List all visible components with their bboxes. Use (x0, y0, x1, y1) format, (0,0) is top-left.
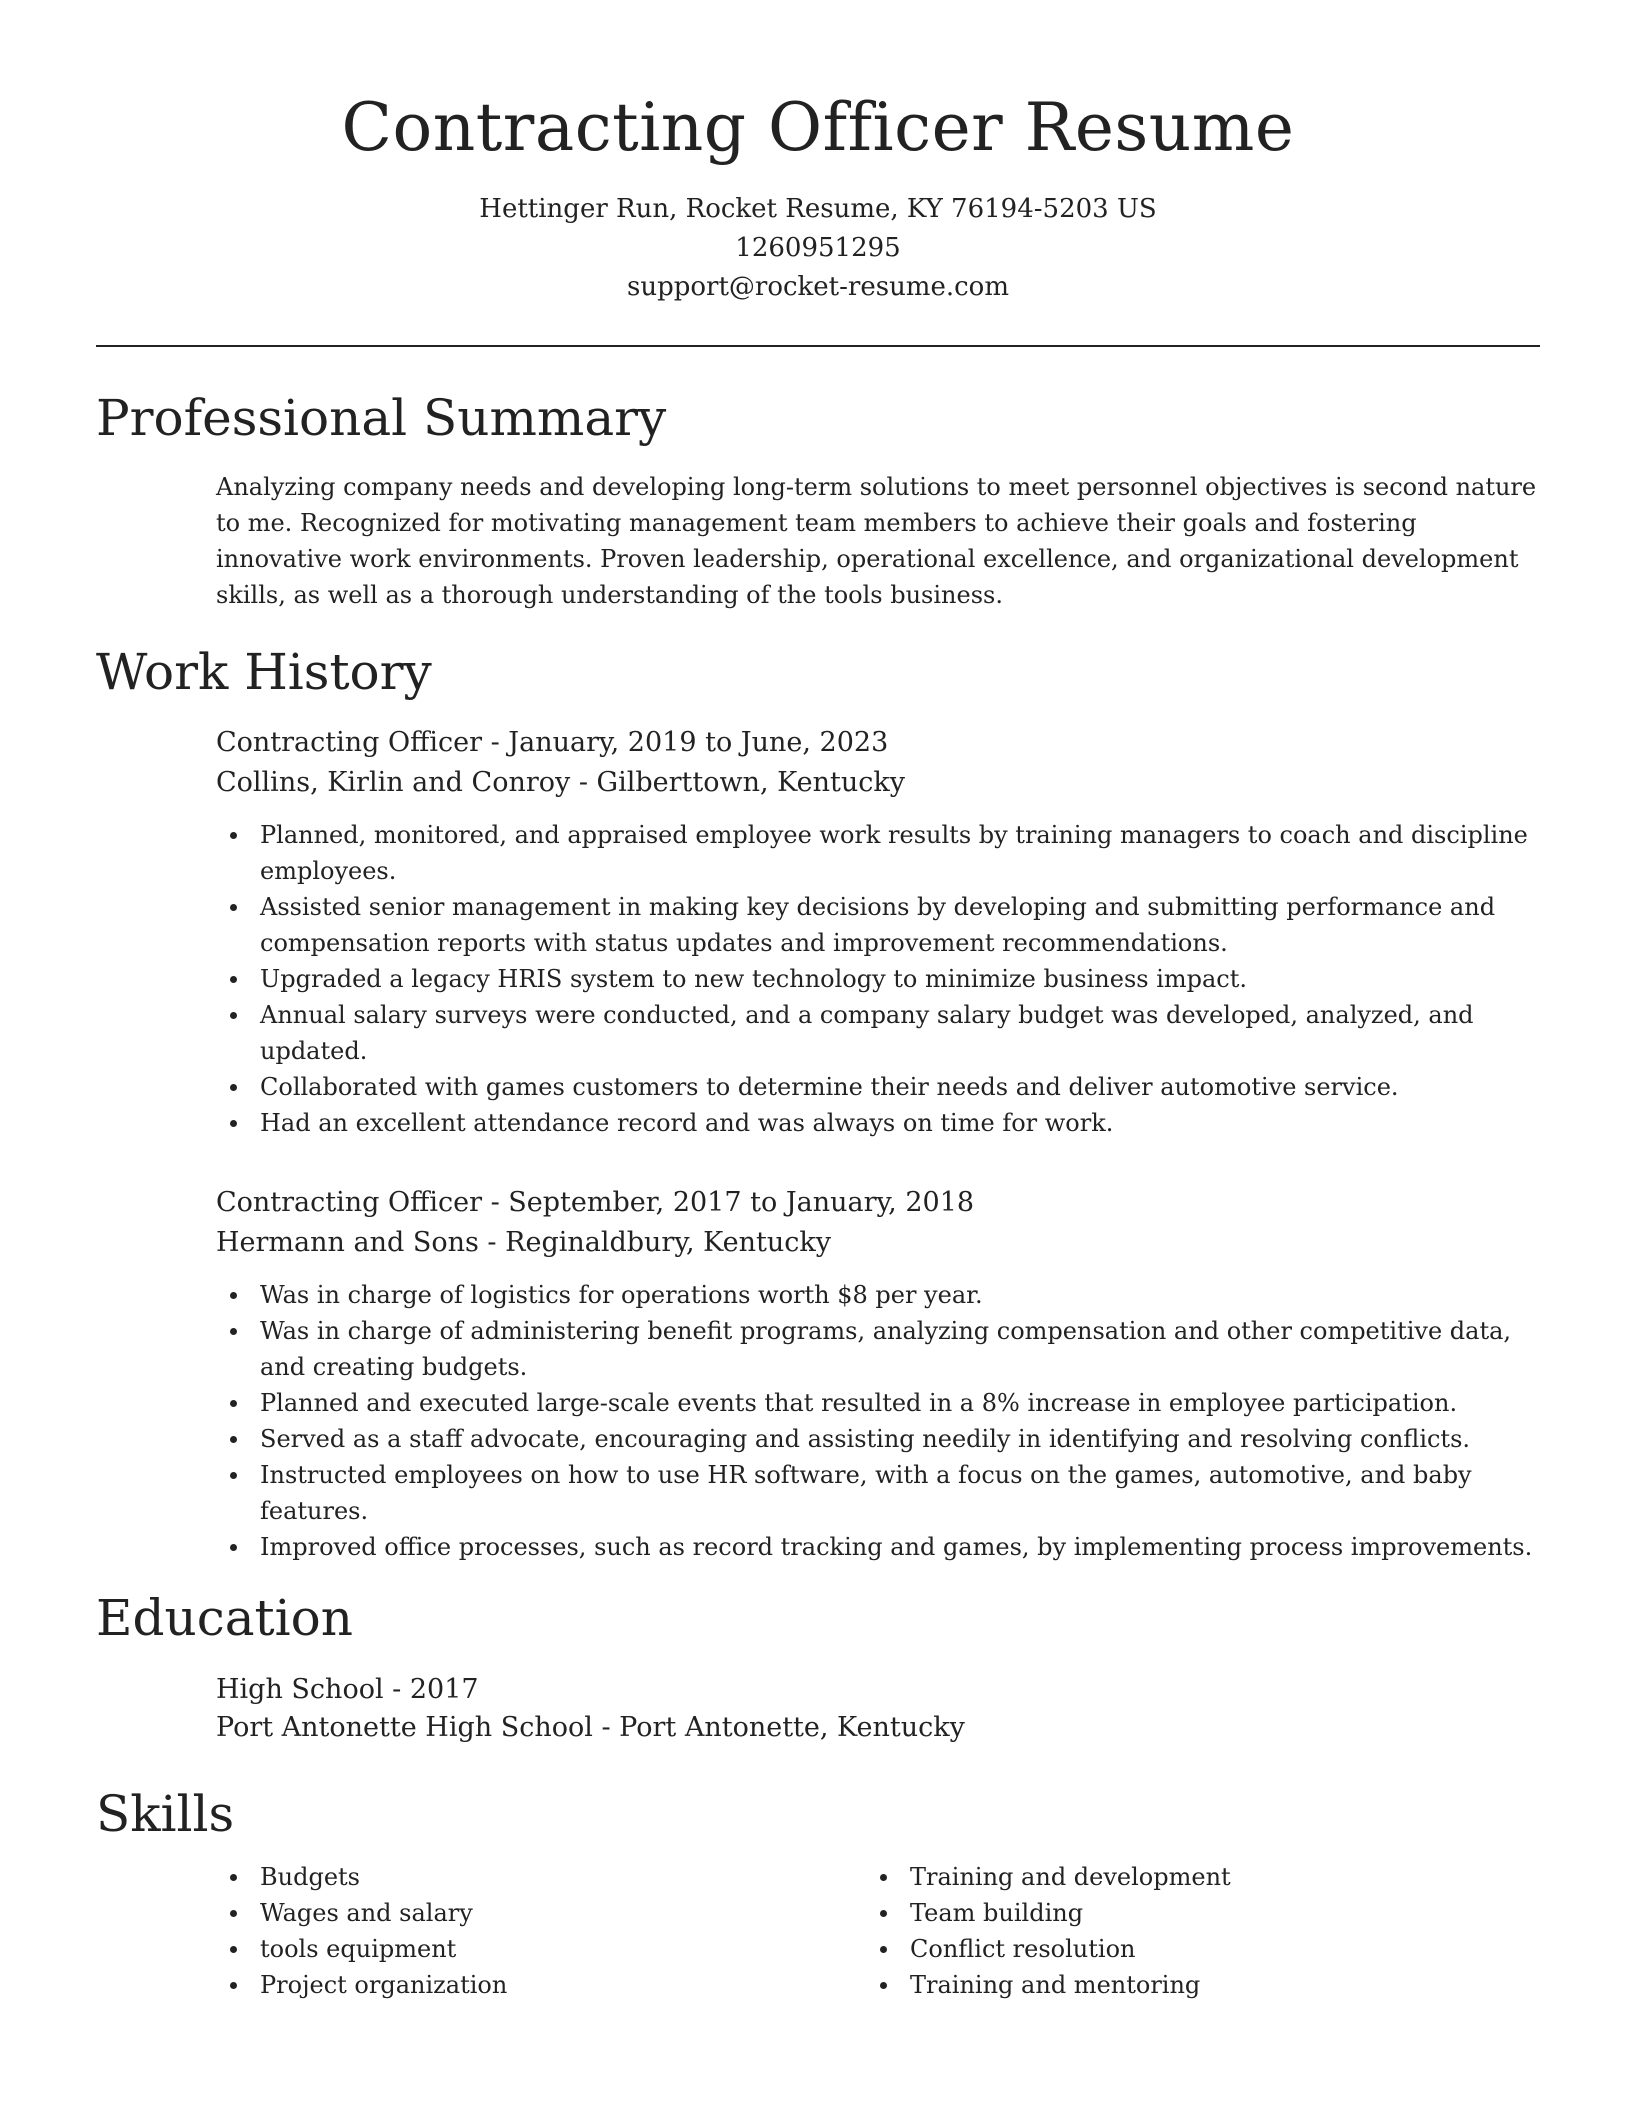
summary-heading: Professional Summary (96, 389, 667, 447)
contact-email: support@rocket-resume.com (626, 272, 1009, 302)
bullet-icon (880, 1910, 887, 1917)
list-item: Planned and executed large-scale events that resulted in a 8% increase in employee participation. (216, 1385, 1540, 1421)
list-item: Improved office processes, such as record tracking and games, by implementing process improvements. (216, 1529, 1540, 1565)
list-item: Served as a staff advocate, encouraging and assisting needily in identifying and resolving conflicts. (216, 1421, 1540, 1457)
bullet-icon (230, 1436, 237, 1443)
skills-list (216, 1859, 1540, 2003)
list-item: Upgraded a legacy HRIS system to new technology to minimize business impact. (216, 961, 1540, 997)
bullet-icon (230, 1012, 237, 1019)
list-item: Project organization (216, 1967, 866, 2003)
list-item: Training and development (866, 1859, 1516, 1895)
list-item: tools equipment (216, 1931, 866, 1967)
list-item: Budgets (216, 1859, 866, 1895)
bullet-icon (230, 904, 237, 911)
bullet-icon (230, 1544, 237, 1551)
job-title-line (216, 723, 1540, 763)
bullet-icon (230, 832, 237, 839)
bullet-icon (880, 1874, 887, 1881)
education-degree: High School (216, 1674, 384, 1705)
job-entry (216, 1183, 1540, 1565)
list-item: Assisted senior management in making key decisions by developing and submitting performance and compensation reports with status updates and improvement recommendations. (216, 889, 1540, 961)
bullet-icon (230, 1292, 237, 1299)
resume-title: Contracting Officer Resume (341, 89, 1295, 166)
list-item: Annual salary surveys were conducted, and a company salary budget was developed, analyzed, and updated. (216, 997, 1540, 1069)
education-heading: Education (96, 1589, 353, 1647)
job-dates: - January, 2019 to June, 2023 (481, 727, 889, 758)
job-company-line (216, 763, 1540, 803)
education-school: Port Antonette High School (216, 1712, 593, 1743)
work-history-heading: Work History (96, 643, 432, 701)
skills-heading: Skills (96, 1785, 235, 1843)
job-location: - Gilberttown, Kentucky (570, 767, 905, 798)
bullet-icon (230, 1084, 237, 1091)
job-entry (216, 723, 1540, 1141)
job-company: Hermann and Sons (216, 1227, 479, 1258)
bullet-icon (230, 976, 237, 983)
bullet-icon (230, 1472, 237, 1479)
job-title: Contracting Officer (216, 727, 482, 758)
contact-address: Hettinger Run, Rocket Resume, KY 76194-5203 US (479, 194, 1157, 224)
contact-block (96, 190, 1540, 307)
bullet-icon (880, 1946, 887, 1953)
list-item: Collaborated with games customers to determine their needs and deliver automotive service. (216, 1069, 1540, 1105)
job-dates: - September, 2017 to January, 2018 (481, 1187, 975, 1218)
list-item: Was in charge of logistics for operations worth $8 per year. (216, 1277, 1540, 1313)
job-title: Contracting Officer (216, 1187, 482, 1218)
bullet-icon (230, 1946, 237, 1953)
education-year: - 2017 (383, 1674, 479, 1705)
header-divider (96, 345, 1540, 347)
job-company-line (216, 1223, 1540, 1263)
bullet-icon (230, 1328, 237, 1335)
bullet-icon (230, 1120, 237, 1127)
job-company: Collins, Kirlin and Conroy (216, 767, 571, 798)
bullet-icon (230, 1982, 237, 1989)
education-school-line (216, 1709, 1540, 1747)
skills-column-left (216, 1859, 866, 2003)
bullet-icon (230, 1874, 237, 1881)
summary-text: Analyzing company needs and developing long-term solutions to meet personnel objectives is second nature to me. Recognized for motivating management team members to achieve their goals and fostering innovative work environments. Proven leadership, operational excellence, and organizational development skills, as well as a thorough understanding of the tools business. (216, 473, 1537, 609)
bullet-icon (230, 1400, 237, 1407)
bullet-icon (230, 1910, 237, 1917)
resume-page (96, 0, 1540, 2003)
list-item: Had an excellent attendance record and was always on time for work. (216, 1105, 1540, 1141)
list-item: Training and mentoring (866, 1967, 1516, 2003)
job-location: - Reginaldbury, Kentucky (478, 1227, 831, 1258)
job-bullets (216, 1277, 1540, 1565)
education-entry (216, 1671, 1540, 1747)
list-item: Wages and salary (216, 1895, 866, 1931)
list-item: Conflict resolution (866, 1931, 1516, 1967)
skills-column-right (866, 1859, 1516, 2003)
list-item: Was in charge of administering benefit programs, analyzing compensation and other competitive data, and creating budgets. (216, 1313, 1540, 1385)
education-location: - Port Antonette, Kentucky (592, 1712, 965, 1743)
list-item: Team building (866, 1895, 1516, 1931)
job-bullets (216, 817, 1540, 1141)
education-degree-line (216, 1671, 1540, 1709)
job-title-line (216, 1183, 1540, 1223)
list-item: Planned, monitored, and appraised employee work results by training managers to coach and discipline employees. (216, 817, 1540, 889)
contact-phone: 1260951295 (735, 233, 901, 263)
list-item: Instructed employees on how to use HR software, with a focus on the games, automotive, and baby features. (216, 1457, 1540, 1529)
bullet-icon (880, 1982, 887, 1989)
